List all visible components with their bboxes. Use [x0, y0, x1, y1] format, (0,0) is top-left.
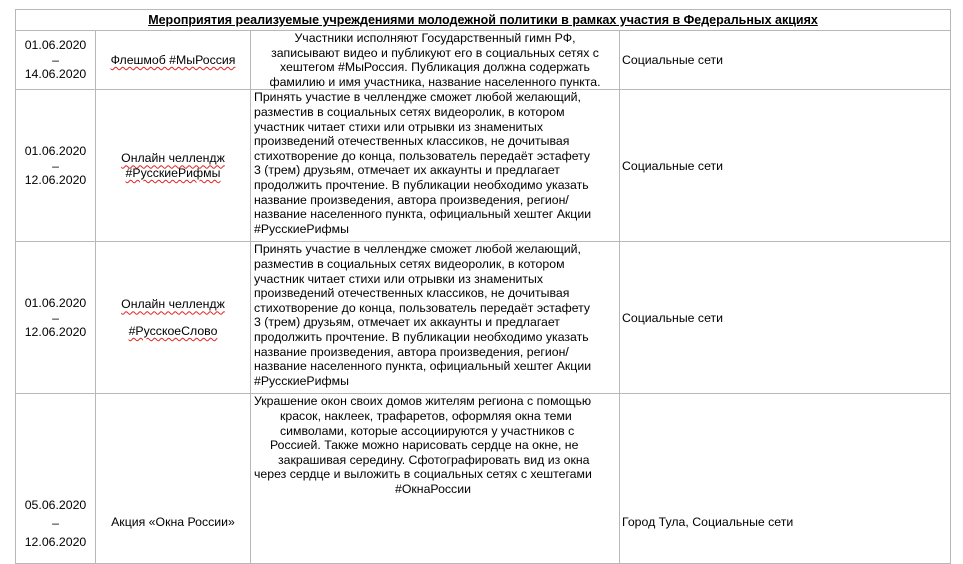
event-description-cell	[251, 31, 620, 90]
event-place-cell: Город Тула, Социальные сети	[620, 394, 951, 564]
table-row	[16, 31, 951, 90]
table-header-row	[16, 10, 951, 31]
date-dash: –	[52, 52, 59, 67]
description-line: произведений отечественных классиков, не дочитывая	[254, 286, 570, 301]
description-line: символами, которые ассоциируются у участников с	[280, 423, 575, 438]
event-name: Онлайн челлендж	[121, 297, 225, 312]
event-name-cell	[96, 31, 251, 90]
event-description-cell	[251, 242, 620, 394]
description-line: стихотворение до конца, пользователь передаёт эстафету	[254, 300, 591, 315]
description-line: произведений отечественных классиков, не дочитывая	[254, 134, 570, 149]
description-line: Россией. Также можно нарисовать сердце на окне, не	[270, 438, 579, 453]
event-name-cell	[96, 394, 251, 564]
description-line: участник читает стихи или отрывки из знаменитых	[254, 271, 543, 286]
date-cell	[16, 242, 96, 394]
events-table	[15, 9, 951, 564]
description-line: название произведения, автора произведения, регион/	[254, 192, 569, 207]
table-row	[16, 394, 951, 564]
description-line: стихотворение до конца, пользователь передаёт эстафету	[254, 148, 591, 163]
date-end: 12.06.2020	[24, 173, 87, 188]
description-line: закрашивая середину. Сфотографировать вид из окна	[278, 452, 590, 467]
description-line: разместив в социальных сетях видеоролик, в котором	[254, 256, 565, 271]
description-line: 3 (трем) друзьям, отмечает их аккаунты и предлагает	[254, 315, 560, 330]
description-line: продолжить прочтение. В публикации необходимо указать	[254, 177, 589, 192]
event-hashtag: #РусскиеРифмы	[125, 165, 221, 180]
description-line: #РусскиеРифмы	[254, 373, 349, 388]
event-name-cell	[96, 90, 251, 242]
date-end: 14.06.2020	[24, 67, 87, 82]
date-dash: –	[52, 158, 59, 173]
description-line: хештегом #МыРоссия. Публикация должна содержать	[280, 60, 590, 75]
description-line: Принять участие в челлендже сможет любой желающий,	[254, 90, 581, 105]
table-title: Мероприятия реализуемые учреждениями молодежной политики в рамках участия в Федеральных акциях	[16, 10, 951, 31]
event-place-cell: Социальные сети	[620, 31, 951, 90]
date-dash: –	[52, 310, 59, 325]
description-line: Участники исполняют Государственный гимн РФ,	[294, 31, 576, 45]
date-end: 12.06.2020	[24, 534, 87, 549]
event-place-cell: Социальные сети	[620, 90, 951, 242]
event-name: Акция «Окна России»	[111, 514, 235, 529]
date-start: 01.06.2020	[24, 38, 87, 53]
event-name-cell	[96, 242, 251, 394]
description-line: название населенного пункта, официальный хештег Акции	[254, 207, 592, 222]
date-cell	[16, 90, 96, 242]
description-line: #ОкнаРоссии	[395, 481, 471, 496]
description-line: Принять участие в челлендже сможет любой желающий,	[254, 242, 581, 257]
description-line: записывают видео и публикуют его в социальных сетях с	[271, 45, 599, 60]
event-description-cell	[251, 90, 620, 242]
description-line: Украшение окон своих домов жителям региона с помощью	[254, 394, 592, 409]
table-row	[16, 90, 951, 242]
event-name: Флешмоб #МыРоссия	[110, 52, 236, 67]
event-hashtag: #РусскоеСлово	[128, 323, 218, 338]
date-cell	[16, 31, 96, 90]
description-line: фамилию и имя участника, название населенного пункта.	[269, 74, 601, 89]
event-name: Онлайн челлендж	[121, 151, 225, 166]
description-line: разместив в социальных сетях видеоролик, в котором	[254, 104, 565, 119]
date-cell	[16, 394, 96, 564]
description-line: #РусскиеРифмы	[254, 221, 349, 236]
event-place-cell: Социальные сети	[620, 242, 951, 394]
date-start: 05.06.2020	[24, 497, 87, 512]
event-description-cell	[251, 394, 620, 564]
description-line: красок, наклеек, трафаретов, оформляя окна теми	[280, 408, 572, 423]
date-end: 12.06.2020	[24, 325, 87, 340]
table-row	[16, 242, 951, 394]
description-line: название произведения, автора произведения, регион/	[254, 344, 569, 359]
description-line: участник читает стихи или отрывки из знаменитых	[254, 119, 543, 134]
spacer	[99, 312, 247, 324]
description-line: через сердце и выложить в социальных сетях с хештегами	[254, 467, 592, 482]
date-start: 01.06.2020	[24, 143, 87, 158]
description-line: 3 (трем) друзьям, отмечает их аккаунты и предлагает	[254, 163, 560, 178]
date-start: 01.06.2020	[24, 295, 87, 310]
description-line: продолжить прочтение. В публикации необходимо указать	[254, 329, 589, 344]
date-dash: –	[52, 516, 59, 531]
description-line: название населенного пункта, официальный хештег Акции	[254, 359, 592, 374]
